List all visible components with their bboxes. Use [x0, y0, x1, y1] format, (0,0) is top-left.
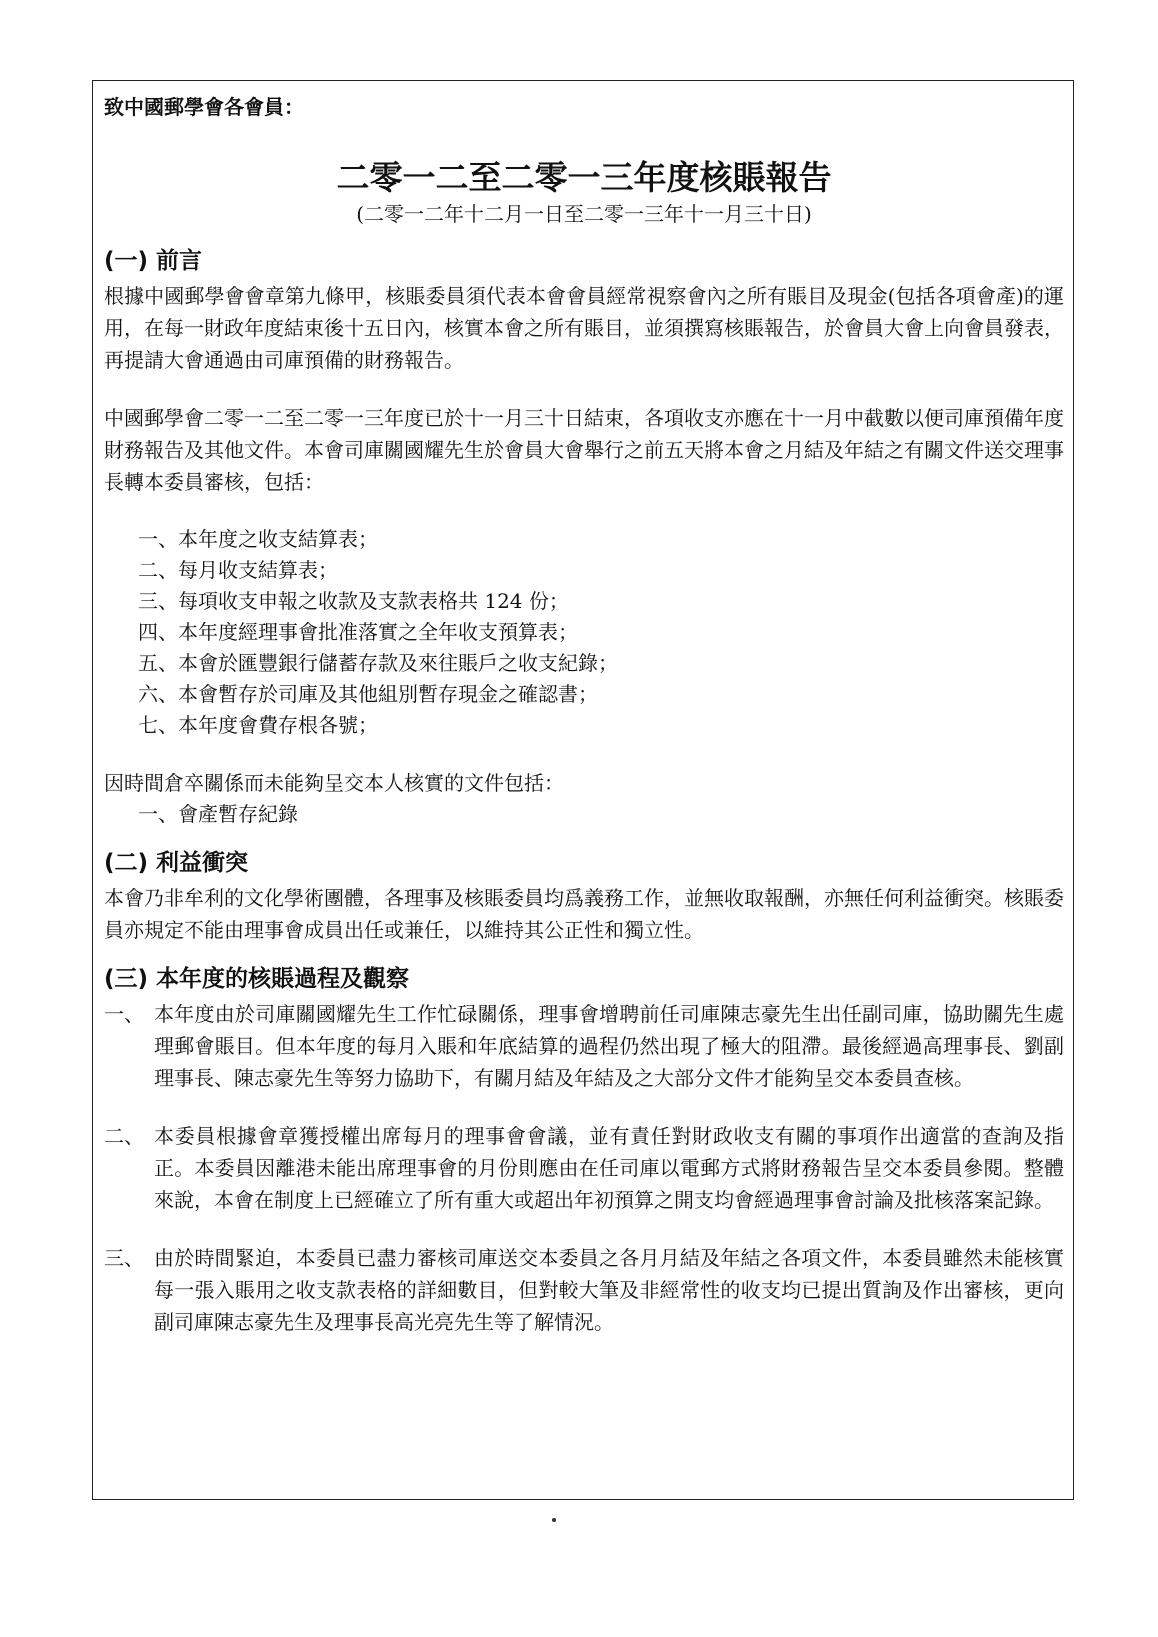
section-heading-conflict: (二) 利益衝突 — [104, 850, 249, 876]
preface-paragraph-3: 因時間倉卒關係而未能夠呈交本人核實的文件包括： — [104, 771, 564, 795]
item-number: 三、 — [104, 1246, 144, 1270]
audit-item — [104, 1120, 1064, 1216]
audit-item — [104, 1242, 1064, 1338]
document-body — [104, 92, 1064, 1338]
list-item: 七、本年度會費存根各號； — [138, 713, 378, 737]
list-item: 三、每項收支申報之收款及支款表格共 124 份； — [138, 589, 569, 613]
list-item: 一、本年度之收支結算表； — [138, 527, 378, 551]
list-item: 五、本會於匯豐銀行儲蓄存款及來往賬戶之收支紀錄； — [138, 651, 618, 675]
salutation: 致中國郵學會各會員： — [104, 95, 304, 119]
section-heading-preface: (一) 前言 — [104, 248, 203, 274]
audit-item — [104, 998, 1064, 1094]
report-period: (二零一二年十二月一日至二零一三年十一月三十日) — [356, 202, 812, 226]
item-text: 由於時間緊迫，本委員已盡力審核司庫送交本委員之各月月結及年結之各項文件，本委員雖然未能核實每一張入賬用之收支款表格的詳細數目，但對較大筆及非經常性的收支均已提出質詢及作出審核，更向副司庫陳志豪先生及理事長高光亮先生等了解情況。 — [154, 1246, 1064, 1334]
preface-paragraph-2: 中國郵學會二零一二至二零一三年度已於十一月三十日結束，各項收支亦應在十一月中截數以便司庫預備年度財務報告及其他文件。本會司庫關國耀先生於會員大會舉行之前五天將本會之月結及年結之有關文件送交理事長轉本委員審核，包括： — [104, 406, 1064, 494]
list-item: 二、每月收支結算表； — [138, 558, 338, 582]
item-number: 一、 — [104, 1002, 144, 1026]
list-item: 一、會產暫存紀錄 — [138, 802, 298, 826]
preface-paragraph-1: 根據中國郵學會會章第九條甲，核賬委員須代表本會會員經常視察會內之所有賬目及現金(包括各項會產)的運用，在每一財政年度結束後十五日內，核實本會之所有賬目，並須撰寫核賬報告，於會員大會上向會員發表，再提請大會通過由司庫預備的財務報告。 — [104, 284, 1064, 372]
item-text: 本委員根據會章獲授權出席每月的理事會會議，並有責任對財政收支有關的事項作出適當的查詢及指正。本委員因離港未能出席理事會的月份則應由在任司庫以電郵方式將財務報告呈交本委員參閱。整體來說，本會在制度上已經確立了所有重大或超出年初預算之開支均會經過理事會討論及批核落案記錄。 — [154, 1124, 1064, 1212]
document-list — [104, 524, 1064, 741]
section-heading-audit-process: (三) 本年度的核賬過程及觀察 — [104, 966, 410, 992]
conflict-paragraph: 本會乃非牟利的文化學術團體，各理事及核賬委員均爲義務工作，並無收取報酬，亦無任何利益衝突。核賬委員亦規定不能由理事會成員出任或兼任，以維持其公正性和獨立性。 — [104, 886, 1064, 942]
report-title: 二零一二至二零一三年度核賬報告 — [336, 158, 832, 197]
missing-document-list — [104, 799, 1064, 830]
item-text: 本年度由於司庫關國耀先生工作忙碌關係，理事會增聘前任司庫陳志豪先生出任副司庫，協助關先生處理郵會賬目。但本年度的每月入賬和年底結算的過程仍然出現了極大的阻滯。最後經過高理事長、劉副理事長、陳志豪先生等努力協助下，有關月結及年結及之大部分文件才能夠呈交本委員查核。 — [154, 1002, 1064, 1090]
item-number: 二、 — [104, 1124, 144, 1148]
page-footer-mark — [552, 1518, 556, 1522]
list-item: 六、本會暫存於司庫及其他組別暫存現金之確認書； — [138, 682, 598, 706]
list-item: 四、本年度經理事會批准落實之全年收支預算表； — [138, 620, 578, 644]
